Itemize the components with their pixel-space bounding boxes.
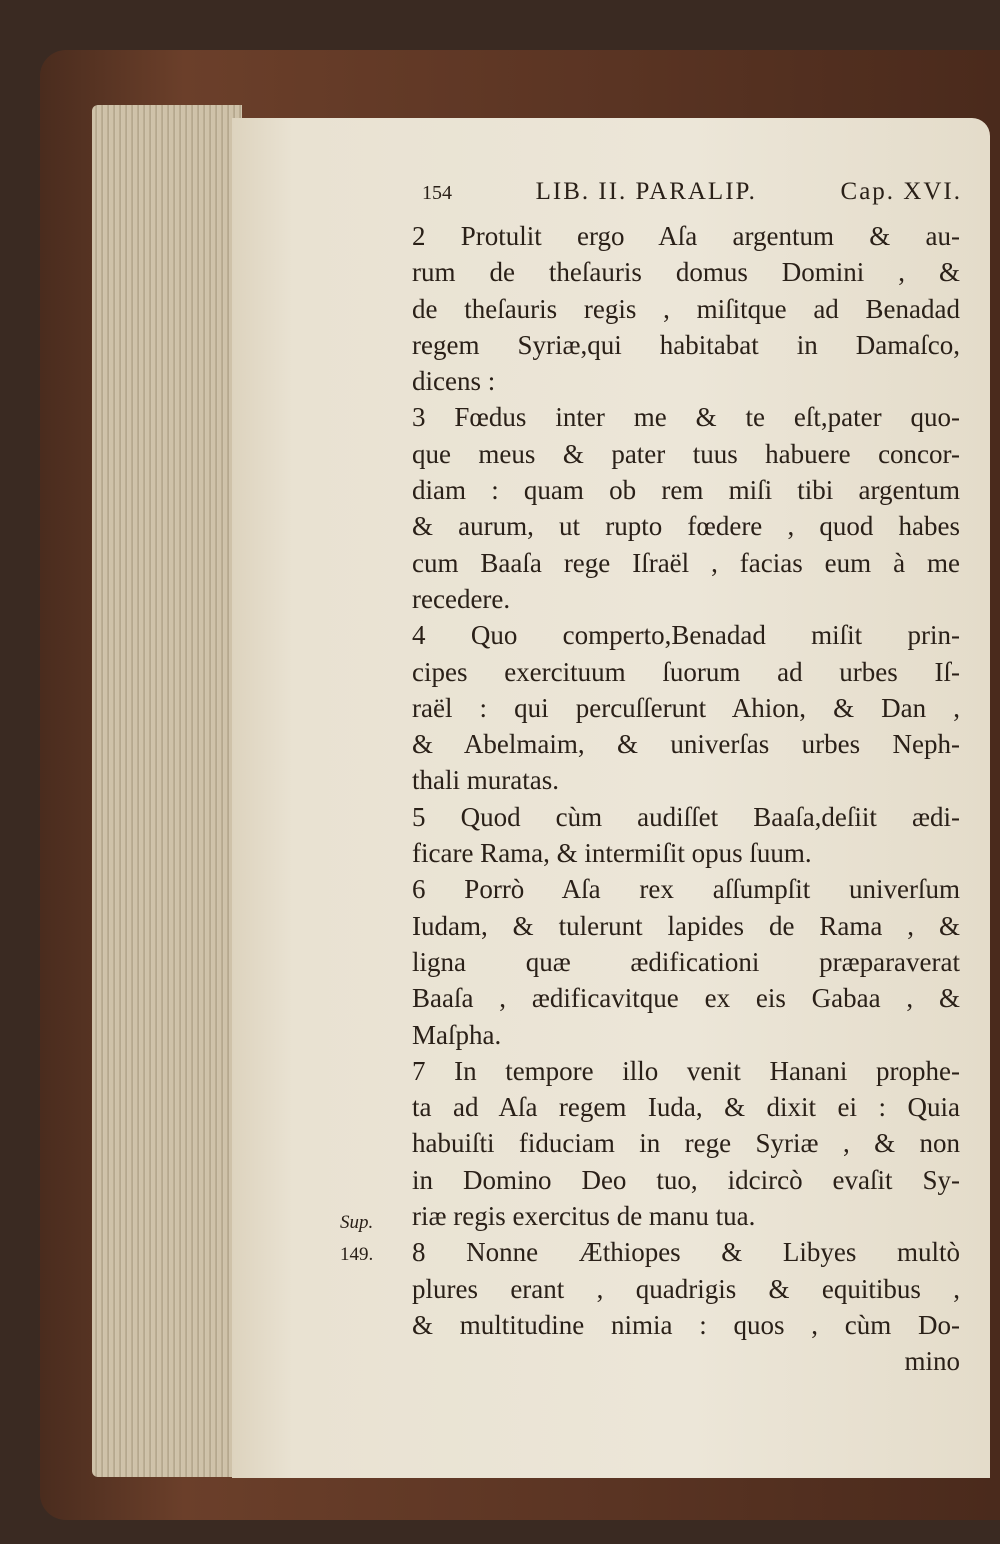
text-line: Iudam, & tulerunt lapides de Rama , & [412, 910, 960, 941]
text-line: 5 Quod cùm audiſſet Baaſa,deſiit ædi- [412, 801, 960, 832]
text-line: cipes exercituum ſuorum ad urbes Iſ- [412, 656, 960, 687]
text-line: 2 Protulit ergo Aſa argentum & au- [412, 221, 960, 251]
text-line: regem Syriæ,qui habitabat in Damaſco, [412, 329, 960, 360]
chapter-label: Cap. XVI. [840, 178, 962, 205]
text-line: raël : qui percuſſerunt Ahion, & Dan , [412, 692, 960, 723]
text-line: habuiſti fiduciam in rege Syriæ , & non [412, 1128, 960, 1159]
text-line: & Abelmaim, & univerſas urbes Neph- [412, 729, 960, 760]
text-line: plures erant , quadrigis & equitibus , [412, 1273, 960, 1304]
text-line: Baaſa , ædificavitque ex eis Gabaa , & [412, 983, 960, 1014]
body-text [412, 218, 960, 1380]
margin-note-ref: Sup. [340, 1212, 374, 1233]
text-line: 3 Fœdus inter me & te eſt,pater quo- [412, 402, 960, 433]
text-line: thali muratas. [412, 765, 559, 796]
page-edges [92, 105, 242, 1477]
text-line: rum de theſauris domus Domini , & [412, 257, 960, 288]
text-line: 8 Nonne Æthiopes & Libyes multò [412, 1237, 960, 1268]
text-line: ficare Rama, & intermiſit opus ſuum. [412, 838, 812, 869]
text-line: in Domino Deo tuo, idcircò evaſit Sy- [412, 1164, 960, 1195]
text-line: de theſauris regis , miſitque ad Benadad [412, 293, 960, 324]
text-line: & aurum, ut rupto fœdere , quod habes [412, 511, 960, 542]
text-line: cum Baaſa rege Iſraël , facias eum à me [412, 547, 960, 578]
text-line: riæ regis exercitus de manu tua. [412, 1201, 756, 1232]
text-line: 7 In tempore illo venit Hanani prophe- [412, 1055, 960, 1086]
text-line: ligna quæ ædificationi præparaverat [412, 946, 960, 977]
text-line: 6 Porrò Aſa rex aſſumpſit univerſum [412, 874, 960, 905]
text-line: que meus & pater tuus habuere concor- [412, 438, 960, 469]
page-number: 154 [422, 182, 452, 204]
text-line: dicens : [412, 366, 496, 397]
text-line: ta ad Aſa regem Iuda, & dixit ei : Quia [412, 1092, 960, 1123]
catchword: mino [904, 1346, 960, 1377]
text-line: diam : quam ob rem miſi tibi argentum [412, 475, 960, 506]
running-title: LIB. II. PARALIP. [535, 178, 757, 205]
text-line: & multitudine nimia : quos , cùm Do- [412, 1309, 960, 1340]
running-header [422, 178, 962, 218]
text-line: recedere. [412, 583, 511, 614]
text-line: 4 Quo comperto,Benadad miſit prin- [412, 620, 960, 651]
text-line: Maſpha. [412, 1019, 502, 1050]
margin-note-number: 149. [340, 1244, 374, 1265]
